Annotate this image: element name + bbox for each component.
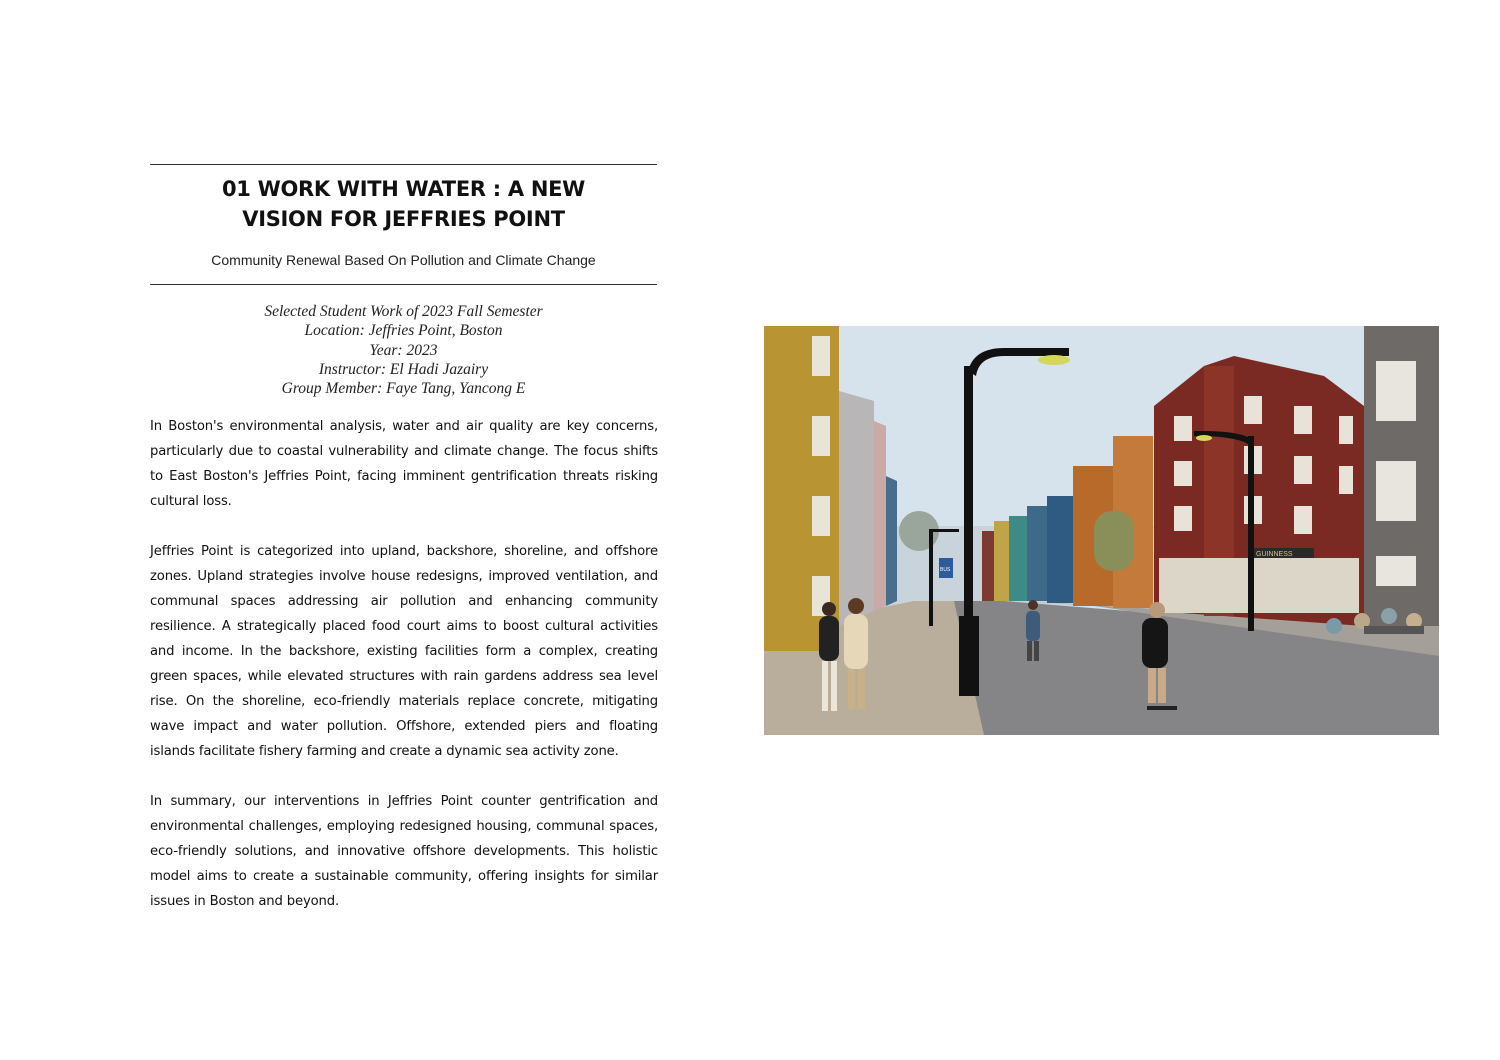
bottom-rule [150,284,657,285]
paragraph-summary: In summary, our interventions in Jeffries Point counter gentrification and environmental challenges, employing redesigned housing, communal spaces, eco-friendly solutions, and innovative offshore developments. This holistic model aims to create a sustainable community, offering insights for similar issues in Boston and beyond. [150,794,658,909]
window [1376,361,1416,421]
far-building [1027,506,1047,601]
window [812,336,830,376]
meta-semester: Selected Student Work of 2023 Fall Semester [264,303,543,320]
paragraph-zones: Jeffries Point is categorized into upland, backshore, shoreline, and offshore zones. Upland strategies involve house redesigns, improved ventilation, and communal spaces addressing air pollution and enhancing community resilience. A strategically placed food court aims to boost cultural activities and income. In the backshore, existing facilities form a complex, creating green spaces, while elevated structures with rain gardens address sea level rise. On the shoreline, eco-friendly materials replace concrete, mitigating wave impact and water pollution. Offshore, extended piers and floating islands facilitate fishery farming and create a dynamic sea activity zone. [150,544,658,759]
title-line-2: VISION FOR JEFFRIES POINT [242,207,565,231]
far-building [982,531,994,601]
far-building [1047,496,1073,603]
subtitle: Community Renewal Based On Pollution and Climate Change [211,252,596,268]
shop-sign: GUINNESS [1256,551,1293,558]
page-title [150,174,657,234]
tree [1094,511,1134,571]
window [812,416,830,456]
window [1376,556,1416,586]
left-building-grey [839,391,874,626]
meta-year: Year: 2023 [369,341,438,359]
window [812,496,830,536]
far-building [994,521,1009,601]
project-meta [150,302,657,398]
bus-stop-text: BUS [940,567,951,573]
window [1376,461,1416,521]
title-line-1: 01 WORK WITH WATER : A NEW [221,177,586,201]
top-rule [150,164,657,165]
street-illustration [764,326,1439,735]
paragraph-intro: In Boston's environmental analysis, water and air quality are key concerns, particularly due to coastal vulnerability and climate change. The focus shifts to East Boston's Jeffries Point, facing imminent gentrification threats risking cultural loss. [150,419,658,509]
meta-group: Group Member: Faye Tang, Yancong E [281,380,526,398]
meta-location: Location: Jeffries Point, Boston [304,322,503,340]
storefront [1159,558,1359,613]
far-building [1009,516,1027,601]
body-text [150,414,658,939]
left-building-blue [886,476,897,606]
meta-instructor: Instructor: El Hadi Jazairy [318,360,489,378]
left-building-pink [874,421,886,611]
